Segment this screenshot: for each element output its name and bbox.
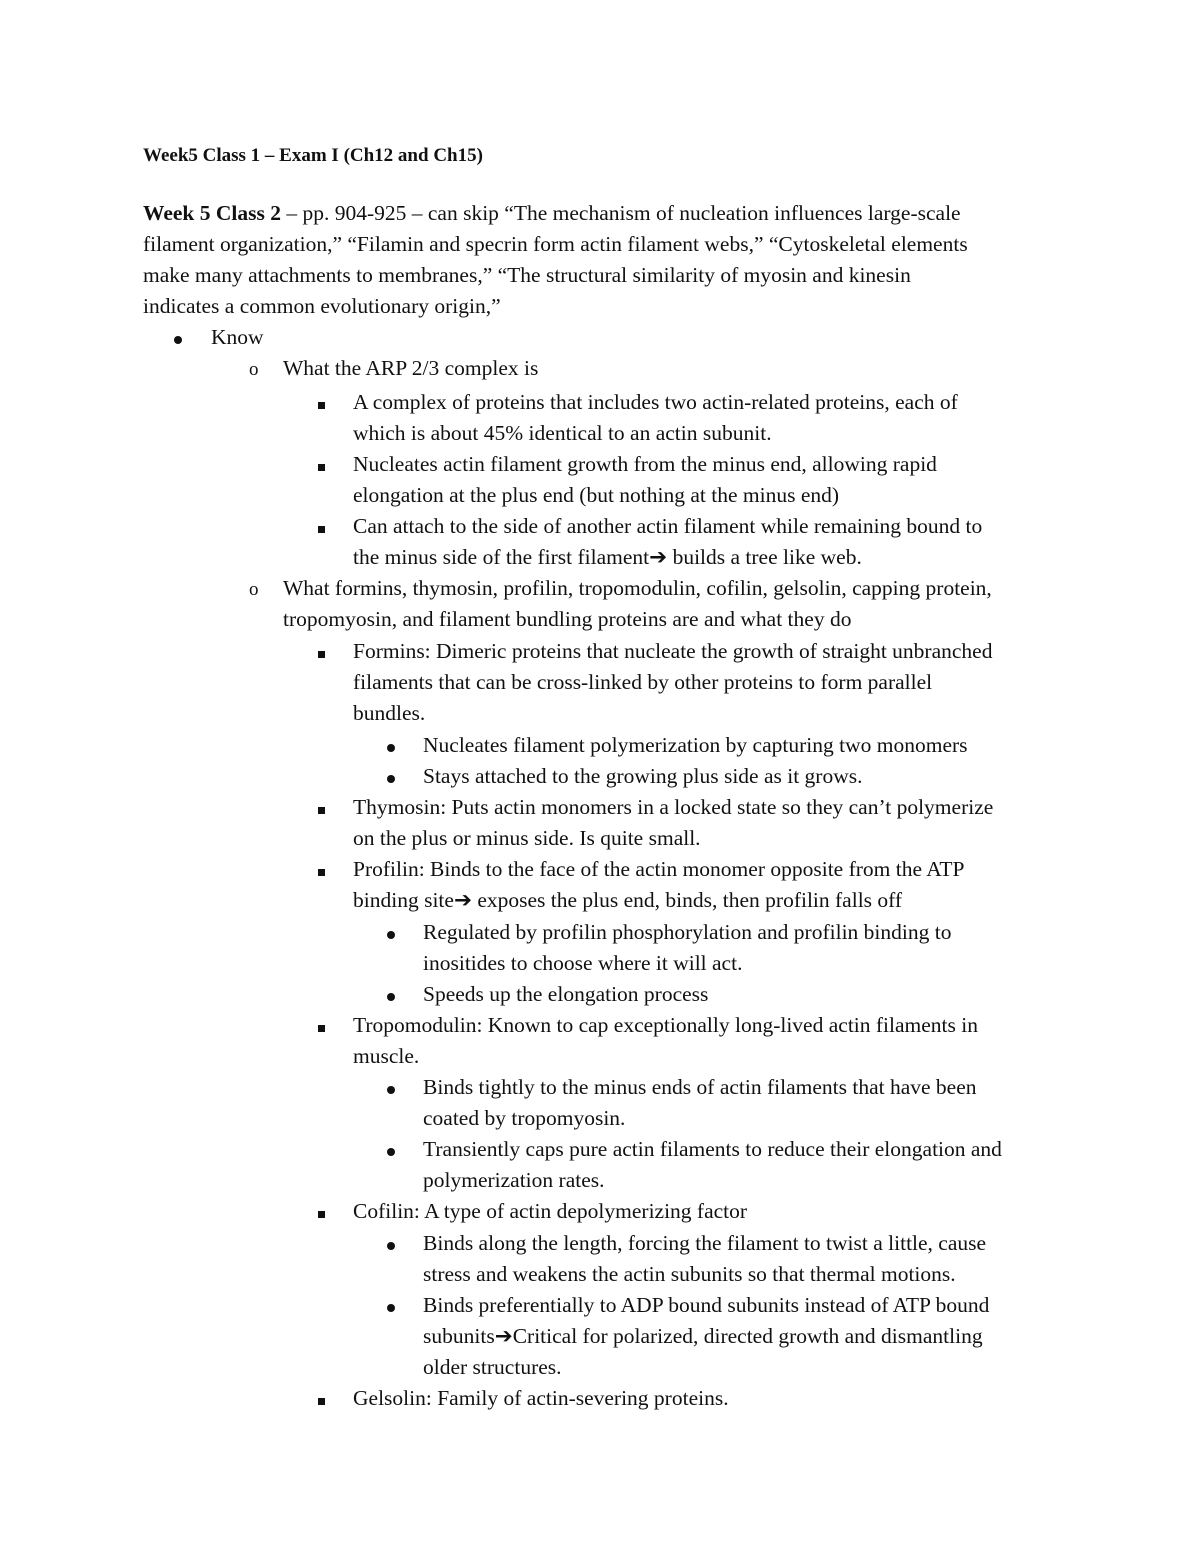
cofilin-sub-1-line-1: Binds along the length, forcing the filament to twist a little, cause [423,1231,987,1255]
know-label: Know [211,325,264,349]
gelsolin-line: Gelsolin: Family of actin-severing proteins. [353,1386,729,1410]
ring-bullet-icon: o [249,579,259,600]
thymosin-line-1: Thymosin: Puts actin monomers in a locked state so they can’t polymerize [353,795,994,819]
cofilin-sub-2-line-1: Binds preferentially to ADP bound subunits instead of ATP bound [423,1293,990,1317]
square-bullet-icon [318,449,325,480]
arrow-icon: ➔ [494,1324,513,1348]
arrow-icon: ➔ [453,888,472,912]
tropomodulin-line-2: muscle. [353,1044,420,1068]
tropomodulin-sub-1-line-1: Binds tightly to the minus ends of actin filaments that have been [423,1075,977,1099]
formins-line-2: filaments that can be cross-linked by other proteins to form parallel [353,670,933,694]
bullet-dot-icon [387,775,395,783]
class2-paragraph-line-3: make many attachments to membranes,” “The structural similarity of myosin and kinesin [143,263,911,287]
level4-bullet [387,730,395,761]
arp-item-1-line-2: which is about 45% identical to an actin subunit. [353,421,772,445]
bullet-dot-icon [387,744,395,752]
tropomodulin-sub-2-line-1: Transiently caps pure actin filaments to reduce their elongation and [423,1137,1002,1161]
square-bullet-icon [318,511,325,542]
cofilin-line: Cofilin: A type of actin depolymerizing factor [353,1199,748,1223]
level4-bullet [387,1072,395,1103]
level1-bullet [174,322,182,353]
profilin-sub-1-line-2: inositides to choose where it will act. [423,951,743,975]
tropomodulin-sub-1-line-2: coated by tropomyosin. [423,1106,626,1130]
arp-item-3-line-2: the minus side of the first filament➔ builds a tree like web. [353,545,862,569]
bullet-dot-icon [174,336,182,344]
bullet-dot-icon [387,993,395,1001]
square-bullet-icon [318,1383,325,1414]
bullet-dot-icon [387,1086,395,1094]
square-bullet-icon [318,792,325,823]
proteins-heading-line-2: tropomyosin, and filament bundling proteins are and what they do [283,607,852,631]
level4-bullet [387,1290,395,1321]
arp-item-3-line-1: Can attach to the side of another actin filament while remaining bound to [353,514,983,538]
bullet-dot-icon [387,1242,395,1250]
bullet-dot-icon [387,931,395,939]
square-bullet-icon [318,387,325,418]
level4-bullet [387,1228,395,1259]
arp-item-2-line-2: elongation at the plus end (but nothing at the minus end) [353,483,840,507]
formins-sub-1: Nucleates filament polymerization by capturing two monomers [423,733,968,757]
proteins-heading-line-1: What formins, thymosin, profilin, tropomodulin, cofilin, gelsolin, capping protein, [283,576,992,600]
bullet-dot-icon [387,1304,395,1312]
bullet-dot-icon [387,1148,395,1156]
level4-bullet [387,917,395,948]
ring-bullet-icon: o [249,359,259,380]
level4-bullet [387,1134,395,1165]
cofilin-sub-2-line-3: older structures. [423,1355,562,1379]
profilin-sub-2: Speeds up the elongation process [423,982,709,1006]
tropomodulin-sub-2-line-2: polymerization rates. [423,1168,605,1192]
square-bullet-icon [318,854,325,885]
class2-paragraph-line-1: Week 5 Class 2 – pp. 904-925 – can skip “The mechanism of nucleation influences large-scale [143,201,961,225]
profilin-line-1: Profilin: Binds to the face of the actin monomer opposite from the ATP [353,857,965,881]
cofilin-sub-1-line-2: stress and weakens the actin subunits so that thermal motions. [423,1262,956,1286]
profilin-line-2: binding site➔ exposes the plus end, binds, then profilin falls off [353,888,903,912]
thymosin-line-2: on the plus or minus side. Is quite small. [353,826,701,850]
square-bullet-icon [318,1010,325,1041]
class2-paragraph-line-2: filament organization,” “Filamin and specrin form actin filament webs,” “Cytoskeletal elements [143,232,968,256]
arp-item-2-line-1: Nucleates actin filament growth from the minus end, allowing rapid [353,452,937,476]
arp-heading: What the ARP 2/3 complex is [283,356,539,380]
arp-item-1-line-1: A complex of proteins that includes two actin-related proteins, each of [353,390,958,414]
profilin-sub-1-line-1: Regulated by profilin phosphorylation and profilin binding to [423,920,952,944]
formins-line-3: bundles. [353,701,426,725]
formins-line-1: Formins: Dimeric proteins that nucleate the growth of straight unbranched [353,639,993,663]
cofilin-sub-2-line-2: subunits➔Critical for polarized, directed growth and dismantling [423,1324,983,1348]
class2-title: Week 5 Class 2 [143,201,281,225]
week5-class1-heading: Week5 Class 1 – Exam I (Ch12 and Ch15) [143,145,483,166]
arrow-icon: ➔ [649,545,668,569]
square-bullet-icon [318,1196,325,1227]
level4-bullet [387,761,395,792]
square-bullet-icon [318,636,325,667]
class2-paragraph-line-4: indicates a common evolutionary origin,” [143,294,501,318]
level4-bullet [387,979,395,1010]
formins-sub-2: Stays attached to the growing plus side as it grows. [423,764,863,788]
tropomodulin-line-1: Tropomodulin: Known to cap exceptionally long-lived actin filaments in [353,1013,978,1037]
